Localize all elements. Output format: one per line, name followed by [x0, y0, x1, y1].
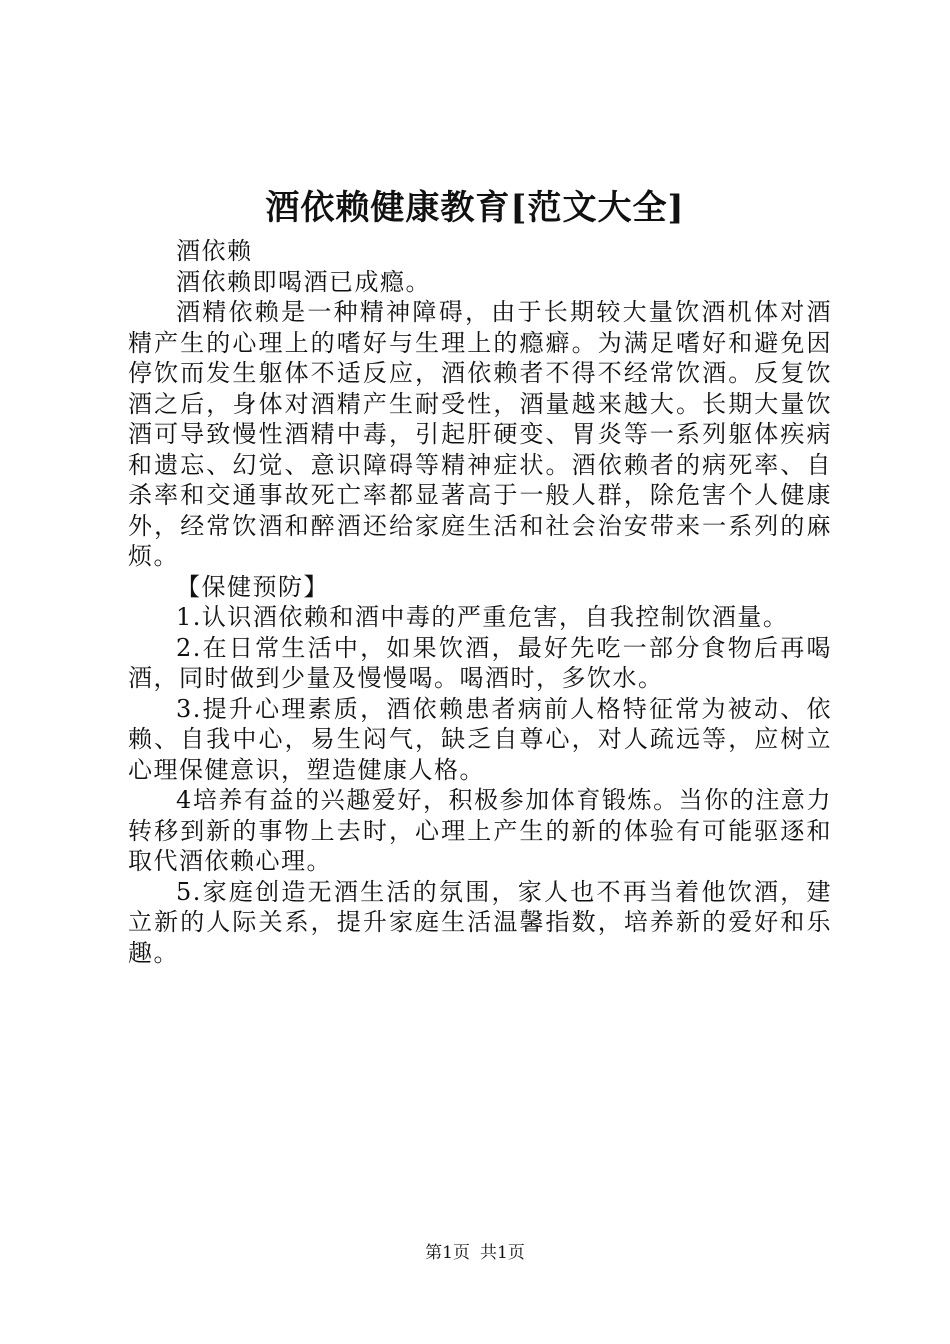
section-heading: 【保健预防】 [176, 572, 329, 601]
prevention-item-5: 5.家庭创造无酒生活的氛围，家人也不再当着他饮酒，建立新的人际关系，提升家庭生活温馨指数，培养新的爱好和乐趣。 [128, 877, 832, 967]
page-footer [0, 1241, 950, 1265]
prevention-item-1: 1.认识酒依赖和酒中毒的严重危害，自我控制饮酒量。 [176, 603, 789, 631]
prevention-item-2: 2.在日常生活中，如果饮酒，最好先吃一部分食物后再喝酒，同时做到少量及慢慢喝。喝酒时，多饮水。 [128, 633, 832, 692]
page-count: 共1页 [480, 1243, 525, 1263]
document-title: 酒依赖健康教育[范文大全] [265, 188, 685, 228]
document-body [128, 236, 832, 968]
prevention-item-3: 3.提升心理素质，酒依赖患者病前人格特征常为被动、依赖、自我中心，易生闷气，缺乏自尊心，对人疏远等，应树立心理保健意识，塑造健康人格。 [128, 694, 832, 784]
heading-paragraph: 酒依赖 [176, 237, 253, 265]
description-paragraph: 酒精依赖是一种精神障碍，由于长期较大量饮酒机体对酒精产生的心理上的嗜好与生理上的瘾癖。为满足嗜好和避免因停饮而发生躯体不适反应，酒依赖者不得不经常饮酒。反复饮酒之后，身体对酒精产生耐受性，酒量越来越大。长期大量饮酒可导致慢性酒精中毒，引起肝硬变、胃炎等一系列躯体疾病和遗忘、幻觉、意识障碍等精神症状。酒依赖者的病死率、自杀率和交通事故死亡率都显著高于一般人群，除危害个人健康外，经常饮酒和醉酒还给家庭生活和社会治安带来一系列的麻烦。 [128, 298, 832, 570]
prevention-item-4: 4培养有益的兴趣爱好，积极参加体育锻炼。当你的注意力转移到新的事物上去时，心理上产生的新的体验有可能驱逐和取代酒依赖心理。 [128, 786, 832, 875]
definition-paragraph: 酒依赖即喝酒已成瘾。 [176, 267, 431, 296]
page-number: 第1页 [425, 1243, 470, 1263]
